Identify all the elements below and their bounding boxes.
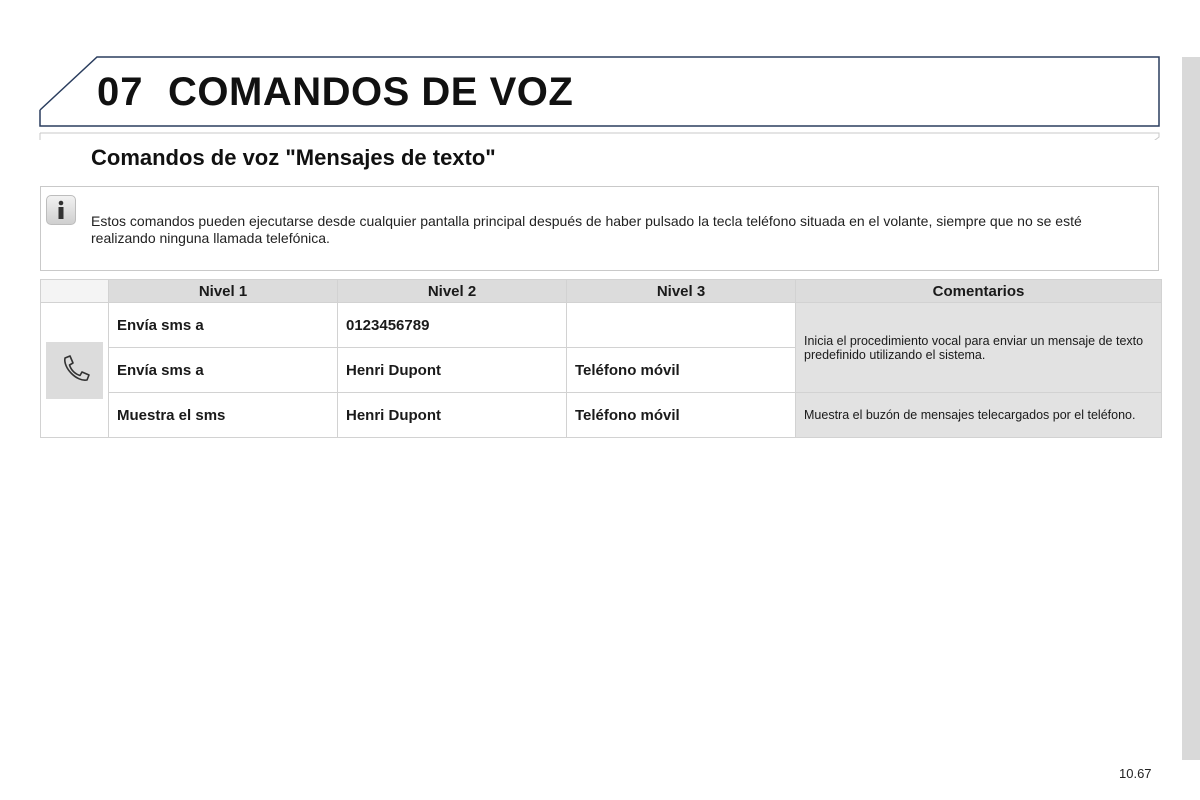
- header-blank: [41, 280, 109, 303]
- cell-nivel-2: Henri Dupont: [338, 348, 567, 393]
- section-title: Comandos de voz "Mensajes de texto": [91, 145, 496, 170]
- cell-nivel-2: 0123456789: [338, 303, 567, 348]
- table-row: [41, 393, 1162, 438]
- phone-icon: [46, 342, 103, 399]
- cell-nivel-1: Envía sms a: [109, 348, 338, 393]
- chapter-title: COMANDOS DE VOZ: [168, 70, 574, 114]
- cell-comment: Muestra el buzón de mensajes telecargados por el teléfono.: [796, 393, 1162, 438]
- header-nivel-2: Nivel 2: [338, 280, 567, 303]
- info-text: Estos comandos pueden ejecutarse desde cualquier pantalla principal después de haber pulsado la tecla teléfono situada en el volante, siempre que no se esté realizando ninguna llamada telefónica.: [91, 213, 1082, 246]
- page-number: 10.67: [1119, 766, 1152, 781]
- chapter-number: 07: [97, 70, 144, 114]
- table-row: [41, 303, 1162, 348]
- header-nivel-1: Nivel 1: [109, 280, 338, 303]
- cell-nivel-2: Henri Dupont: [338, 393, 567, 438]
- cell-nivel-1: Envía sms a: [109, 303, 338, 348]
- header-nivel-3: Nivel 3: [567, 280, 796, 303]
- chapter-tab-bar: [1182, 57, 1200, 760]
- cell-comment: Inicia el procedimiento vocal para enviar un mensaje de texto predefinido utilizando el sistema.: [796, 303, 1162, 393]
- phone-icon-cell: [41, 303, 109, 438]
- voice-commands-table: [40, 279, 1162, 438]
- header-comentarios: Comentarios: [796, 280, 1162, 303]
- info-icon: [46, 195, 76, 225]
- cell-nivel-3: [567, 303, 796, 348]
- cell-nivel-1: Muestra el sms: [109, 393, 338, 438]
- cell-nivel-3: Teléfono móvil: [567, 393, 796, 438]
- cell-nivel-3: Teléfono móvil: [567, 348, 796, 393]
- table-header-row: [41, 280, 1162, 303]
